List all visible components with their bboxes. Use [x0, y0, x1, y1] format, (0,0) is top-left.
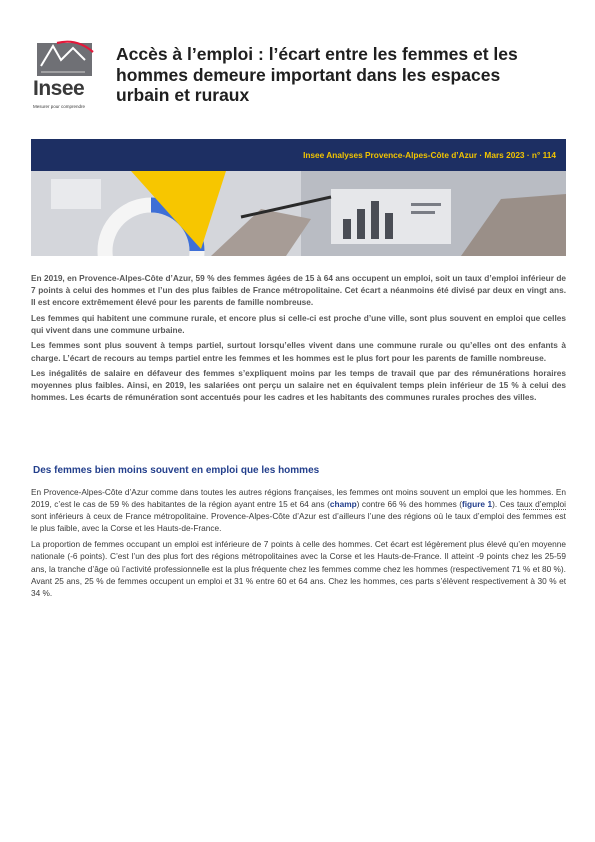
document-title: Accès à l’emploi : l’écart entre les femmes et les hommes demeure important dans les espaces urbain et ruraux	[116, 44, 518, 105]
abstract	[31, 272, 566, 407]
publication-reference: Insee Analyses Provence-Alpes-Côte d’Azur · Mars 2023 · n° 114	[31, 139, 566, 171]
text-run: ). Ces	[492, 499, 517, 510]
cover-banner	[31, 139, 566, 256]
section-heading: Des femmes bien moins souvent en emploi que les hommes	[33, 465, 320, 476]
logo-tagline: Mesurer pour comprendre	[33, 104, 86, 109]
insee-logo-mark	[33, 40, 95, 78]
abstract-paragraph: Les femmes qui habitent une commune rurale, et encore plus si celle-ci est proche d’une ville, sont plus souvent en emploi que celles qui vivent dans une commune urbaine.	[31, 312, 566, 335]
text-run: En Provence-Alpes-Côte d’Azur comme dans toutes les autres régions françaises, les femmes ont moins souvent un emploi que les hommes. En 2019, c’est le cas de 59 % des habitantes de la région ayant entre 15 et 64 ans (	[31, 487, 566, 510]
figure-1-link[interactable]: figure 1	[461, 499, 493, 510]
body-paragraph: La proportion de femmes occupant un emploi est inférieure de 7 points à celle des hommes. Cet écart est légèrement plus élevé qu’en moyenne nationale (-6 points). C’est l’un des plus fort des régions métropolitaines avec la Corse et les Hauts-de-France. Il atteint -9 points chez les 25-59 ans, la tranche d’âge où l’activité professionnelle est la plus fréquente chez les femmes comme chez les hommes (respectivement 71 % et 80 %). Avant 25 ans, 25 % de femmes occupent un emploi et 31 % entre 60 et 64 ans. Chez les hommes, ces parts s’élèvent respectivement à 30 % et 34 %.	[31, 539, 566, 598]
text-run: ) contre 66 % des hommes (	[356, 499, 462, 510]
logo-wordmark: Insee	[33, 77, 85, 100]
taux-emploi-definition-link[interactable]: taux d’emploi	[516, 499, 567, 510]
abstract-paragraph: Les inégalités de salaire en défaveur des femmes s’expliquent moins par les temps de travail que par des rémunérations horaires moyennes plus faibles. Ainsi, en 2019, les salariées ont perçu un salaire net en équivalent temps plein inférieur de 15 % à celui des hommes. Les écarts de rémunération sont accentués pour les cadres et les habitants des communes rurales proches des villes.	[31, 368, 566, 403]
abstract-paragraph: Les femmes sont plus souvent à temps partiel, surtout lorsqu’elles vivent dans une commune rurale ou qu’elles ont des enfants à charge. L’écart de recours au temps partiel entre les femmes et les hommes est le plus fort pour les parents de famille nombreuse.	[31, 340, 566, 363]
abstract-paragraph: En 2019, en Provence-Alpes-Côte d’Azur, 59 % des femmes âgées de 15 à 64 ans occupent un emploi, soit un taux d’emploi inférieur de 7 points à celui des hommes et l’un des plus faibles de France métropolitaine. Cet écart a néanmoins été divisé par deux en vingt ans. Il est encore extrêmement élevé pour les parents de famille nombreuse.	[31, 273, 566, 308]
body-paragraph	[31, 486, 566, 534]
champ-link[interactable]: champ	[329, 499, 357, 510]
text-run: sont inférieurs à ceux de France métropolitaine. Provence-Alpes-Côte d’Azur est d’ailleurs l’une des régions où le taux d’emploi des femmes est le plus faible, avec la Corse et les Hauts-de-France.	[31, 511, 566, 534]
body-text	[31, 486, 566, 603]
insee-logo	[33, 40, 95, 114]
